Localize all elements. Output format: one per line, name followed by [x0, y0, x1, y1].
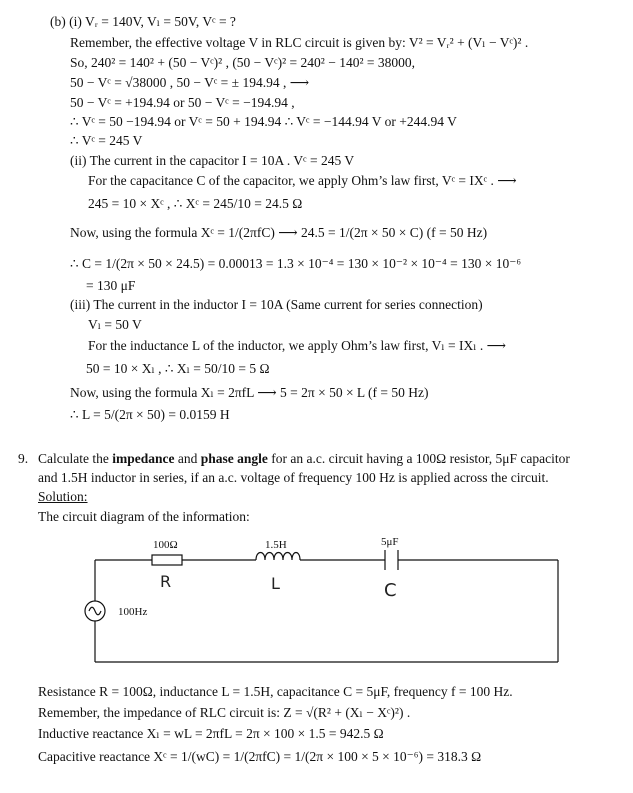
part-b-line-8: (ii) The current in the capacitor I = 10A . Vᶜ = 245 V — [70, 153, 355, 168]
part-b-line-4: 50 − Vᶜ = √38000 , 50 − Vᶜ = ± 194.94 , ⟶ — [70, 75, 310, 90]
part-b-line-11: Now, using the formula Xᶜ = 1/(2πfC) ⟶ 24.5 = 1/(2π × 50 × C) (f = 50 Hz) — [70, 225, 488, 240]
part-b-line-6: ∴ Vᶜ = 50 −194.94 or Vᶜ = 50 + 194.94 ∴ Vᶜ = −144.94 V or +244.94 V — [70, 114, 457, 129]
capacitor-letter: C — [384, 580, 397, 601]
result-line-3: Inductive reactance Xₗ = wL = 2πfL = 2π × 100 × 1.5 = 942.5 Ω — [38, 726, 384, 741]
source-frequency: 100Hz — [118, 606, 148, 618]
part-b-line-5: 50 − Vᶜ = +194.94 or 50 − Vᶜ = −194.94 , — [70, 95, 295, 110]
inductor-letter: L — [271, 574, 280, 593]
solution-label: Solution: — [38, 489, 88, 504]
sine-wave-icon — [89, 607, 101, 615]
diagram-caption: The circuit diagram of the information: — [38, 509, 250, 524]
part-b-line-15: Vₗ = 50 V — [88, 317, 142, 332]
question-line-2: and 1.5H inductor in series, if an a.c. voltage of frequency 100 Hz is applied across the circuit. — [38, 470, 549, 485]
inductor-symbol — [256, 553, 300, 561]
part-b-line-10: 245 = 10 × Xᶜ , ∴ Xᶜ = 245/10 = 24.5 Ω — [88, 196, 303, 211]
result-line-1: Resistance R = 100Ω, inductance L = 1.5H, capacitance C = 5μF, frequency f = 100 Hz. — [38, 684, 513, 699]
impedance-keyword: impedance — [112, 451, 175, 466]
result-line-2: Remember, the impedance of RLC circuit is: Z = √(R² + (Xₗ − Xᶜ)²) . — [38, 705, 411, 720]
question-text-c: for an a.c. circuit having a 100Ω resistor, 5μF capacitor — [267, 451, 570, 466]
resistor-symbol — [152, 555, 182, 565]
part-b-line-13: = 130 μF — [86, 278, 136, 293]
part-b-line-14: (iii) The current in the inductor I = 10A (Same current for series connection) — [70, 297, 483, 312]
question-text-a: Calculate the — [38, 451, 113, 466]
inductor-value: 1.5H — [265, 539, 287, 551]
resistor-value: 100Ω — [153, 539, 178, 551]
capacitor-value: 5μF — [381, 536, 399, 548]
part-b-line-18: Now, using the formula Xₗ = 2πfL ⟶ 5 = 2π × 50 × L (f = 50 Hz) — [70, 385, 429, 400]
part-b-line-1: (b) (i) Vᵣ = 140V, Vₗ = 50V, Vᶜ = ? — [50, 14, 236, 29]
part-b-line-2: Remember, the effective voltage V in RLC circuit is given by: V² = Vᵣ² + (Vₗ − Vᶜ)² . — [70, 35, 529, 50]
part-b-line-19: ∴ L = 5/(2π × 50) = 0.0159 H — [70, 407, 230, 422]
part-b-line-3: So, 240² = 140² + (50 − Vᶜ)² , (50 − Vᶜ)² = 240² − 140² = 38000, — [70, 55, 415, 70]
part-b-line-16: For the inductance L of the inductor, we apply Ohm’s law first, Vₗ = IXₗ . ⟶ — [88, 338, 507, 353]
part-b-line-7: ∴ Vᶜ = 245 V — [70, 133, 143, 148]
resistor-letter: R — [160, 572, 172, 591]
part-b-line-12: ∴ C = 1/(2π × 50 × 24.5) = 0.00013 = 1.3 × 10⁻⁴ = 130 × 10⁻² × 10⁻⁴ = 130 × 10⁻⁶ — [70, 256, 522, 271]
question-number: 9. — [18, 451, 29, 466]
phase-angle-keyword: phase angle — [200, 451, 268, 466]
part-b-line-17: 50 = 10 × Xₗ , ∴ Xₗ = 50/10 = 5 Ω — [86, 361, 270, 376]
part-b-line-9: For the capacitance C of the capacitor, we apply Ohm’s law first, Vᶜ = IXᶜ . ⟶ — [88, 173, 517, 188]
question-text-b: and — [174, 451, 201, 466]
result-line-4: Capacitive reactance Xᶜ = 1/(wC) = 1/(2πfC) = 1/(2π × 100 × 5 × 10⁻⁶) = 318.3 Ω — [38, 749, 482, 764]
